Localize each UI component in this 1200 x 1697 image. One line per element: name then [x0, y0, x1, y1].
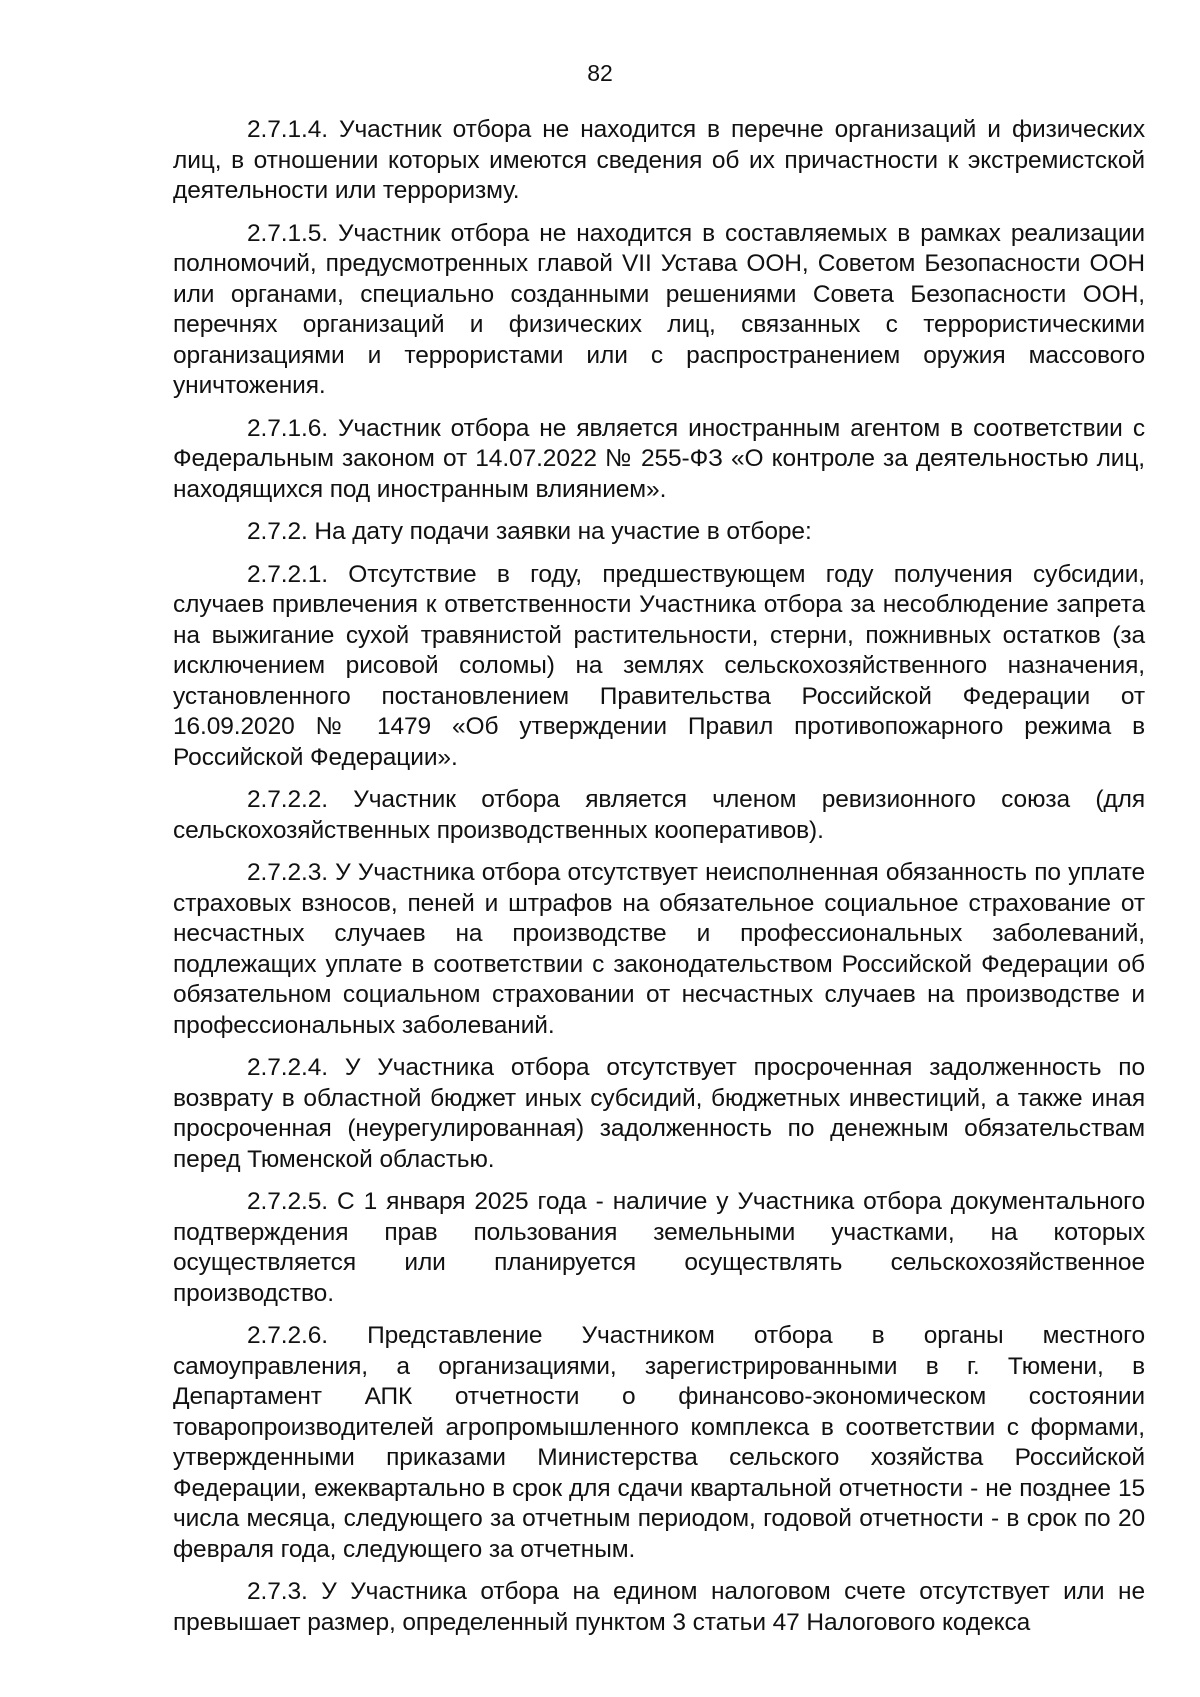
paragraph-2-7-2: 2.7.2. На дату подачи заявки на участие в отборе: — [247, 518, 812, 545]
paragraph-2-7-2-1: 2.7.2.1. Отсутствие в году, предшествующем году получения субсидии, случаев привлечения к ответственности Участника отбора за несоблюдение запрета на выжигание сухой травянистой растительности, стерни, пожнивных остатков (за исключением рисовой соломы) на землях сельскохозяйственного назначения, установленного постановлением Правительства Российской Федерации от 16.09.2020 № 1479 «Об утверждении Правил противопожарного режима в Российской Федерации». — [173, 560, 1145, 771]
paragraph-2-7-1-6: 2.7.1.6. Участник отбора не является иностранным агентом в соответствии с Федеральным законом от 14.07.2022 № 255-ФЗ «О контроле за деятельностью лиц, находящихся под иностранным влиянием». — [173, 414, 1145, 503]
paragraph-2-7-3: 2.7.3. У Участника отбора на едином налоговом счете отсутствует или не превышает размер, определенный пунктом 3 статьи 47 Налогового кодекса — [173, 1578, 1145, 1636]
paragraph-2-7-1-5: 2.7.1.5. Участник отбора не находится в составляемых в рамках реализации полномочий, предусмотренных главой VII Устава ООН, Советом Безопасности ООН или органами, специально созданными решениями Совета Безопасности ООН, перечнях организаций и физических лиц, связанных с террористическими организациями и террористами или с распространением оружия массового уничтожения. — [173, 219, 1145, 399]
paragraph-2-7-2-6: 2.7.2.6. Представление Участником отбора в органы местного самоуправления, а организациями, зарегистрированными в г. Тюмени, в Департамент АПК отчетности о финансово-экономическом состоянии товаропроизводителей агропромышленного комплекса в соответствии с формами, утвержденными приказами Министерства сельского хозяйства Российской Федерации, ежеквартально в срок для сдачи квартальной отчетности - не позднее 15 числа месяца, следующего за отчетным периодом, годовой отчетности - в срок по 20 февраля года, следующего за отчетным. — [173, 1322, 1145, 1563]
paragraph-2-7-1-4: 2.7.1.4. Участник отбора не находится в перечне организаций и физических лиц, в отношении которых имеются сведения об их причастности к экстремистской деятельности или терроризму. — [173, 116, 1145, 204]
document-body — [173, 115, 1145, 1650]
paragraph-2-7-2-3: 2.7.2.3. У Участника отбора отсутствует неисполненная обязанность по уплате страховых взносов, пеней и штрафов на обязательное социальное страхование от несчастных случаев на производстве и профессиональных заболеваний, подлежащих уплате в соответствии с законодательством Российской Федерации об обязательном социальном страховании от несчастных случаев на производстве и профессиональных заболеваний. — [173, 859, 1145, 1039]
page-number: 82 — [587, 60, 613, 86]
paragraph-2-7-2-5: 2.7.2.5. С 1 января 2025 года - наличие у Участника отбора документального подтверждения прав пользования земельными участками, на которых осуществляется или планируется осуществлять сельскохозяйственное производство. — [173, 1188, 1145, 1307]
paragraph-2-7-2-4: 2.7.2.4. У Участника отбора отсутствует просроченная задолженность по возврату в областной бюджет иных субсидий, бюджетных инвестиций, а также иная просроченная (неурегулированная) задолженность по денежным обязательствам перед Тюменской областью. — [173, 1054, 1145, 1173]
paragraph-2-7-2-2: 2.7.2.2. Участник отбора является членом ревизионного союза (для сельскохозяйственных производственных кооперативов). — [173, 786, 1145, 844]
